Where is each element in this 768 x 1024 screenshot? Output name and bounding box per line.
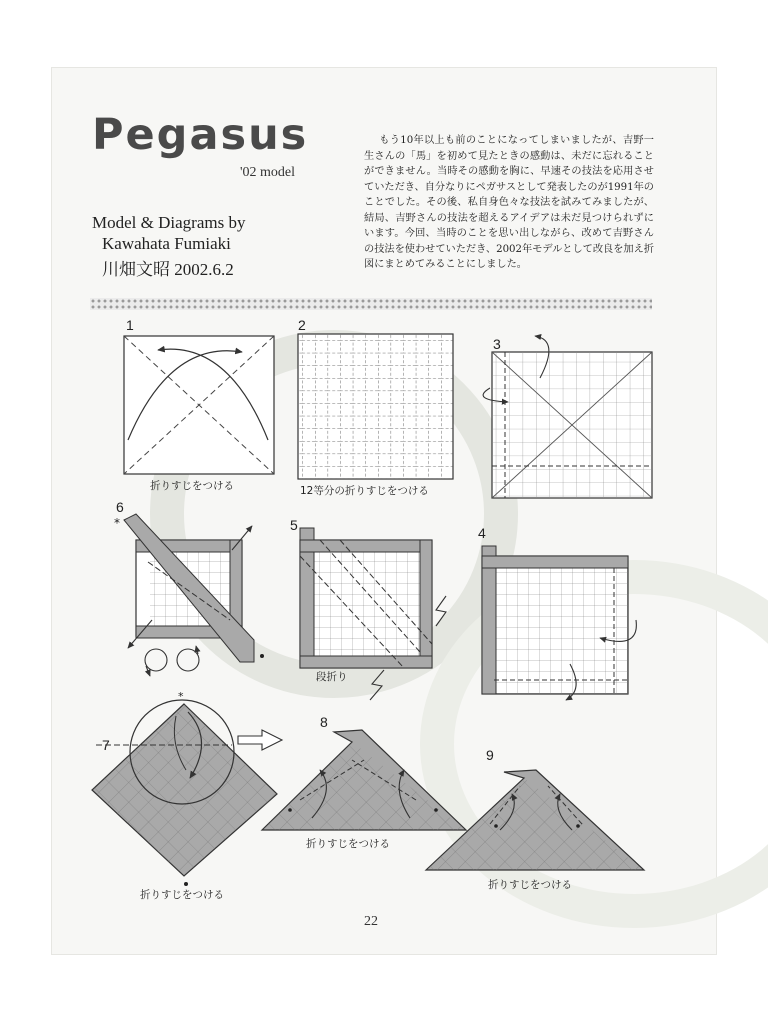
- step-9-number: 9: [486, 747, 494, 763]
- step-1-number: 1: [126, 317, 134, 333]
- step-4-diagram: [478, 525, 636, 700]
- step-3-diagram: [483, 336, 652, 498]
- step-8-caption: 折りすじをつける: [306, 838, 390, 850]
- svg-text:*: *: [114, 516, 120, 530]
- step-4-number: 4: [478, 525, 486, 541]
- step-6-diagram: [114, 499, 264, 676]
- step-8-number: 8: [320, 714, 328, 730]
- step-2-number: 2: [298, 317, 306, 333]
- step-2-caption: 12等分の折りすじをつける: [300, 485, 429, 497]
- credit-line-2: Kawahata Fumiaki: [102, 234, 231, 253]
- step-9-diagram: [426, 747, 644, 891]
- step-7-number: 7: [102, 737, 110, 753]
- step-5-number: 5: [290, 517, 298, 533]
- page-title: Pegasus: [92, 110, 309, 160]
- credit-line-1: Model & Diagrams by: [92, 213, 246, 232]
- step-3-number: 3: [493, 336, 501, 352]
- step-8-diagram: [262, 714, 466, 850]
- step-7-caption: 折りすじをつける: [140, 889, 224, 901]
- svg-text:*: *: [178, 690, 184, 703]
- step-6-number: 6: [116, 499, 124, 515]
- step-5-diagram: [290, 517, 446, 700]
- step-1-diagram: [124, 317, 274, 492]
- step-7-diagram: [92, 690, 282, 901]
- credit-line-3: 川畑文昭 2002.6.2: [102, 260, 234, 279]
- step-5-caption: 段折り: [316, 671, 348, 683]
- step-2-diagram: [298, 317, 453, 497]
- step-9-caption: 折りすじをつける: [488, 879, 572, 891]
- step-1-caption: 折りすじをつける: [150, 480, 234, 492]
- model-subtitle: '02 model: [240, 165, 296, 180]
- intro-paragraph: もう10年以上も前のことになってしまいましたが、吉野一生さんの「馬」を初めて見たときの感動は、未だに忘れることができません。当時その感動を胸に、早速その技法を応用させていただき、自分なりにペガサスとして発表したのが1991年のことでした。その後、私自身色々な技法を試みてみましたが、結局、吉野さんの技法を超えるアイデアは未だ見つけられずにいます。今回、当時のことを思い出しながら、改めて吉野さんの技法を使わせていただき、2002年モデルとして改良を加え折図にまとめてみることにしました。: [364, 135, 654, 270]
- page-number: 22: [364, 914, 378, 929]
